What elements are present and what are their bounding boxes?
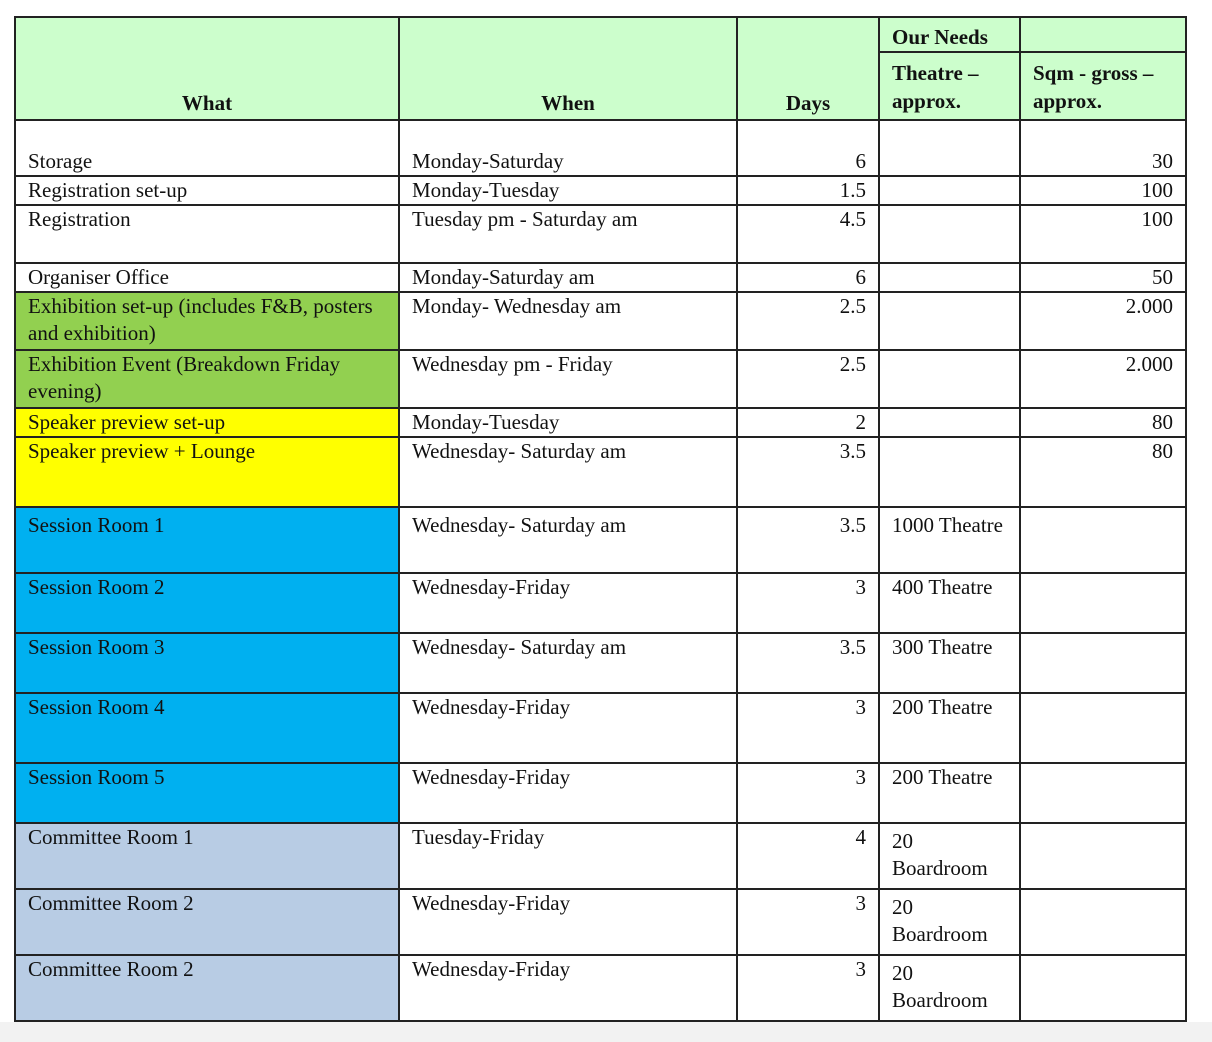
header-blank <box>1020 17 1186 52</box>
cell-sqm: 2.000 <box>1020 350 1186 408</box>
cell-days: 3 <box>737 955 879 1021</box>
cell-days: 4 <box>737 823 879 889</box>
table-row <box>15 350 1186 408</box>
header-when: When <box>399 17 737 120</box>
cell-what: Committee Room 2 <box>15 955 399 1021</box>
cell-sqm <box>1020 955 1186 1021</box>
cell-days: 3.5 <box>737 437 879 507</box>
table-row <box>15 633 1186 693</box>
cell-days: 3 <box>737 693 879 763</box>
cell-when: Monday-Tuesday <box>399 176 737 205</box>
cell-theatre <box>879 350 1020 408</box>
cell-when: Tuesday pm - Saturday am <box>399 205 737 263</box>
cell-theatre <box>879 292 1020 350</box>
cell-what: Session Room 3 <box>15 633 399 693</box>
cell-theatre <box>879 263 1020 292</box>
cell-what: Session Room 2 <box>15 573 399 633</box>
cell-when: Monday-Saturday am <box>399 263 737 292</box>
table-row <box>15 176 1186 205</box>
table-row <box>15 763 1186 823</box>
cell-theatre: 20 Boardroom <box>879 955 1020 1021</box>
cell-theatre: 1000 Theatre <box>879 507 1020 573</box>
cell-sqm <box>1020 823 1186 889</box>
table-row <box>15 693 1186 763</box>
cell-when: Wednesday-Friday <box>399 763 737 823</box>
cell-when: Monday-Tuesday <box>399 408 737 437</box>
cell-sqm: 100 <box>1020 176 1186 205</box>
table-row <box>15 889 1186 955</box>
cell-when: Monday-Saturday <box>399 120 737 176</box>
table-row <box>15 823 1186 889</box>
cell-days: 2.5 <box>737 350 879 408</box>
cell-days: 6 <box>737 263 879 292</box>
cell-when: Wednesday-Friday <box>399 693 737 763</box>
cell-sqm: 50 <box>1020 263 1186 292</box>
cell-what: Session Room 1 <box>15 507 399 573</box>
cell-days: 3.5 <box>737 633 879 693</box>
table-row <box>15 120 1186 176</box>
cell-when: Wednesday pm - Friday <box>399 350 737 408</box>
cell-sqm: 80 <box>1020 408 1186 437</box>
cell-theatre <box>879 408 1020 437</box>
cell-days: 3.5 <box>737 507 879 573</box>
cell-days: 4.5 <box>737 205 879 263</box>
cell-theatre <box>879 205 1020 263</box>
cell-what: Speaker preview set-up <box>15 408 399 437</box>
cell-sqm: 100 <box>1020 205 1186 263</box>
cell-sqm <box>1020 633 1186 693</box>
cell-what: Registration set-up <box>15 176 399 205</box>
table-row <box>15 408 1186 437</box>
cell-when: Monday- Wednesday am <box>399 292 737 350</box>
header-theatre: Theatre – approx. <box>879 52 1020 120</box>
table-row <box>15 507 1186 573</box>
cell-days: 2 <box>737 408 879 437</box>
cell-when: Wednesday- Saturday am <box>399 507 737 573</box>
table-row <box>15 437 1186 507</box>
cell-theatre: 20 Boardroom <box>879 889 1020 955</box>
cell-what: Exhibition set-up (includes F&B, posters and exhibition) <box>15 292 399 350</box>
cell-days: 3 <box>737 573 879 633</box>
cell-when: Wednesday-Friday <box>399 573 737 633</box>
cell-sqm <box>1020 889 1186 955</box>
cell-what: Speaker preview + Lounge <box>15 437 399 507</box>
cell-what: Registration <box>15 205 399 263</box>
cell-theatre: 20 Boardroom <box>879 823 1020 889</box>
table-row <box>15 205 1186 263</box>
cell-theatre <box>879 120 1020 176</box>
venue-requirements-table <box>14 16 1187 1022</box>
page-bottom-band <box>0 1022 1212 1042</box>
cell-what: Storage <box>15 120 399 176</box>
cell-theatre: 300 Theatre <box>879 633 1020 693</box>
cell-what: Session Room 4 <box>15 693 399 763</box>
cell-sqm: 80 <box>1020 437 1186 507</box>
table-row <box>15 263 1186 292</box>
cell-days: 6 <box>737 120 879 176</box>
cell-sqm: 30 <box>1020 120 1186 176</box>
cell-sqm <box>1020 693 1186 763</box>
cell-days: 1.5 <box>737 176 879 205</box>
header-our-needs: Our Needs <box>879 17 1020 52</box>
cell-days: 2.5 <box>737 292 879 350</box>
cell-theatre: 200 Theatre <box>879 763 1020 823</box>
cell-what: Committee Room 1 <box>15 823 399 889</box>
table-row <box>15 292 1186 350</box>
header-days: Days <box>737 17 879 120</box>
cell-when: Tuesday-Friday <box>399 823 737 889</box>
cell-theatre: 200 Theatre <box>879 693 1020 763</box>
cell-when: Wednesday-Friday <box>399 955 737 1021</box>
cell-theatre <box>879 437 1020 507</box>
cell-sqm: 2.000 <box>1020 292 1186 350</box>
cell-when: Wednesday- Saturday am <box>399 633 737 693</box>
cell-sqm <box>1020 763 1186 823</box>
table-row <box>15 573 1186 633</box>
cell-theatre <box>879 176 1020 205</box>
cell-days: 3 <box>737 889 879 955</box>
header-what: What <box>15 17 399 120</box>
cell-when: Wednesday-Friday <box>399 889 737 955</box>
header-sqm: Sqm - gross – approx. <box>1020 52 1186 120</box>
cell-sqm <box>1020 507 1186 573</box>
cell-days: 3 <box>737 763 879 823</box>
cell-sqm <box>1020 573 1186 633</box>
cell-when: Wednesday- Saturday am <box>399 437 737 507</box>
table-row <box>15 955 1186 1021</box>
cell-what: Organiser Office <box>15 263 399 292</box>
cell-what: Exhibition Event (Breakdown Friday evening) <box>15 350 399 408</box>
cell-what: Session Room 5 <box>15 763 399 823</box>
cell-theatre: 400 Theatre <box>879 573 1020 633</box>
cell-what: Committee Room 2 <box>15 889 399 955</box>
